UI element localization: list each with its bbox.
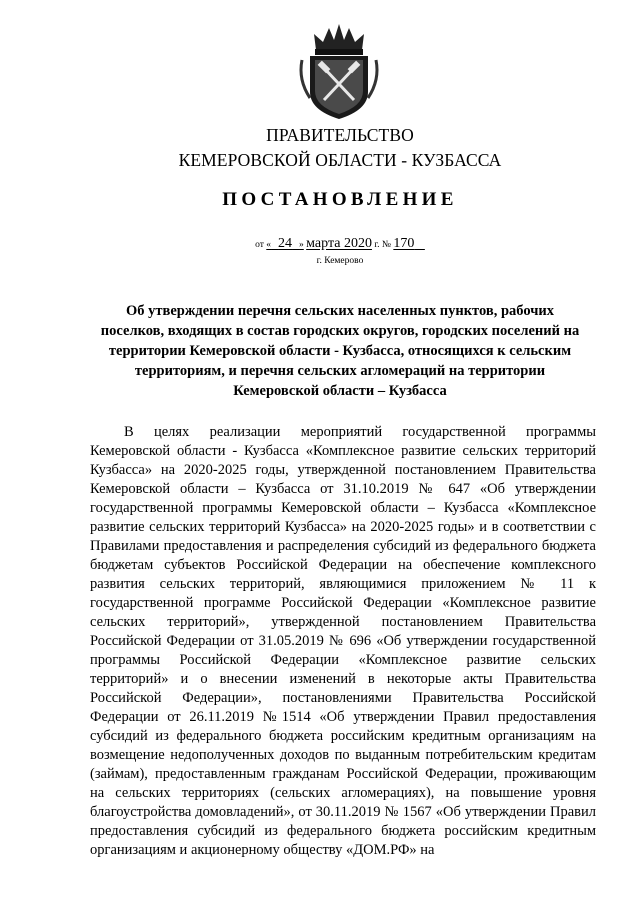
date-open-quote: « [266,240,272,250]
document-type-title: ПОСТАНОВЛЕНИЕ [222,189,458,210]
document-body-paragraph: В целях реализации мероприятий государственной программы Кемеровской области - Кузбасса «Комплексное развитие сельских территорий Кузбасса» на 2020-2025 годы, утвержденной постановлением Правительства Кемеровской области – Кузбасса от 31.10.2019 № 647 «Об утверждении государственной программы Кемеровской области – Кузбасса «Комплексное развитие сельских территорий Кузбасса» на 2020-2025 годы» и в соответствии с Правилами предоставления и распределения субсидий из федерального бюджета бюджетам субъектов Российской Федерации на обеспечение комплексного развития сельских территорий, являющимися приложением № 11 к государственной программе Российской Федерации «Комплексное развитие сельских территорий», утвержденной постановлением Правительства Российской Федерации от 31.05.2019 № 696 «Об утверждении государственной программы Российской Федерации «Комплексное развитие сельских территорий» и о внесении изменений в некоторые акты Правительства Российской Федерации», постановлениями Правительства Российской Федерации от 26.11.2019 №1514 «Об утверждении Правил предоставления субсидий из федерального бюджета российским кредитным организациям на возмещение недополученных доходов по выданным потребительским кредитам (займам), предоставленным гражданам Российской Федерации, проживающим на сельских территориях (сельских агломерациях), на повышение уровня благоустройства домовладений», от 30.11.2019 № 1567 «Об утверждении Правил предоставления субсидий из федерального бюджета российским кредитным организациям и акционерному обществу «ДОМ.РФ» на [90,424,596,858]
government-name-line-1: ПРАВИТЕЛЬСТВО [266,125,414,145]
date-day: 24 [278,236,293,251]
document-number: 170 [393,236,415,251]
government-name-line-2: КЕМЕРОВСКОЙ ОБЛАСТИ - КУЗБАССА [178,150,502,170]
document-subject-title: Об утверждении перечня сельских населенных пунктов, рабочих поселков, входящих в состав городских округов, городских поселений на территории Кемеровской области - Кузбасса, относящихся к сельским территориям, и перечня сельских агломераций на территории Кемеровской области – Кузбасса [100,303,580,399]
document-city: г. Кемерово [316,256,364,266]
date-close-quote: » [299,240,304,250]
date-month-year: марта 2020 [306,236,372,251]
number-sign: № [381,240,391,250]
date-prefix: от [255,240,264,250]
date-year-suffix: г. [374,240,380,250]
kuzbass-coat-of-arms-icon [296,20,382,122]
date-number-line [130,236,550,253]
